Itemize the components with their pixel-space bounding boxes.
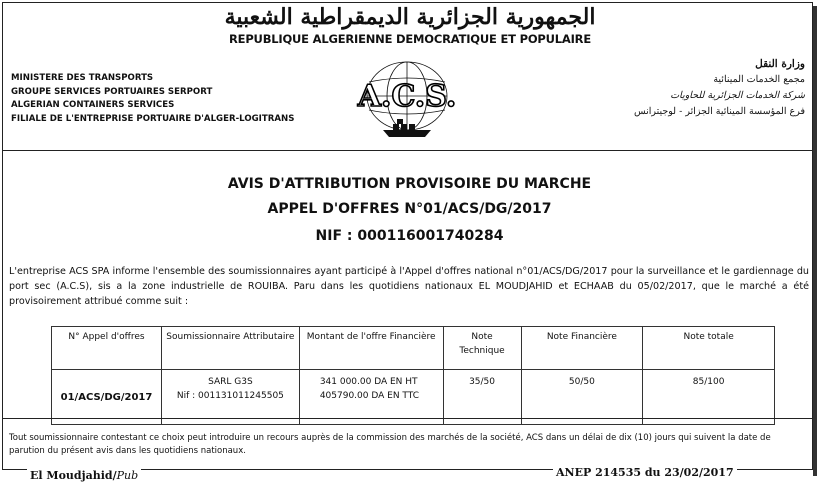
logo-text: A.C.S. bbox=[357, 79, 457, 114]
publisher-suffix: Pub bbox=[116, 469, 139, 482]
tender-number: APPEL D'OFFRES N°01/ACS/DG/2017 bbox=[267, 201, 552, 217]
cell-technical-score: 35/50 bbox=[443, 370, 521, 425]
acs-logo bbox=[345, 60, 469, 142]
cell-tender-ref: 01/ACS/DG/2017 bbox=[52, 370, 162, 425]
header-financial-score: Note Financière bbox=[521, 327, 643, 370]
ministry-line: MINISTERE DES TRANSPORTS bbox=[11, 73, 154, 83]
cell-financial-score: 50/50 bbox=[521, 370, 643, 425]
subsidiary-line-arabic: فرع المؤسسة المينائية الجزائر - لوجيترانس bbox=[634, 106, 805, 117]
company-line-arabic: شركة الخدمات الجزائرية للحاويات bbox=[670, 90, 805, 101]
award-table bbox=[51, 326, 775, 425]
company-line: ALGERIAN CONTAINERS SERVICES bbox=[11, 100, 175, 110]
header-bidder: Soumissionnaire Attributaire bbox=[161, 327, 299, 370]
french-republic-title: REPUBLIQUE ALGERIENNE DEMOCRATIQUE ET POPULAIRE bbox=[229, 32, 591, 46]
header-tender-ref: N° Appel d'offres bbox=[52, 327, 162, 370]
nif-number: NIF : 000116001740284 bbox=[315, 228, 504, 244]
table-divider bbox=[3, 418, 812, 419]
notice-title: AVIS D'ATTRIBUTION PROVISOIRE DU MARCHE bbox=[227, 176, 592, 192]
amount-ttc: 405790.00 DA EN TTC bbox=[319, 391, 420, 401]
ministry-block-french bbox=[11, 72, 351, 126]
cell-total-score: 85/100 bbox=[643, 370, 775, 425]
notice-body: L'entreprise ACS SPA informe l'ensemble des soumissionnaires ayant participé à l'Appel d'offres national n°01/ACS/DG/2017 pour la surveillance et le gardiennage du port sec (A.C.S), sis a la zone industrielle de ROUIBA. Paru dans les quotidiens nationaux EL MOUDJAHID et ECHAAB du 05/02/2017, que le marché a été provisoirement attribué comme suit : bbox=[9, 266, 809, 307]
ministry-line-arabic: وزارة النقل bbox=[755, 58, 805, 70]
header-technical-score: Note Technique bbox=[443, 327, 521, 370]
table-header-row bbox=[52, 327, 775, 370]
bidder-name: SARL G3S bbox=[208, 377, 253, 387]
appeal-notice: Tout soumissionnaire contestant ce choix peut introduire un recours auprès de la commission des marchés de la société, ACS dans un délai de dix (10) jours qui suivent la date de parution du présent avis dans les quotidiens nationaux. bbox=[9, 433, 771, 456]
publisher-credit bbox=[27, 469, 141, 482]
anep-reference: ANEP 214535 du 23/02/2017 bbox=[553, 466, 737, 479]
header-total-score: Note totale bbox=[643, 327, 775, 370]
table-row bbox=[52, 370, 775, 425]
cell-bidder bbox=[161, 370, 299, 425]
bidder-nif: Nif : 001131011245505 bbox=[176, 391, 284, 401]
cell-amount bbox=[299, 370, 443, 425]
header-divider bbox=[3, 150, 812, 151]
group-line-arabic: مجمع الخدمات المينائية bbox=[713, 74, 805, 85]
group-line: GROUPE SERVICES PORTUAIRES SERPORT bbox=[11, 86, 213, 97]
publisher-name: El Moudjahid/ bbox=[30, 469, 117, 482]
amount-ht: 341 000.00 DA EN HT bbox=[319, 377, 418, 387]
arabic-republic-title: الجمهورية الجزائرية الديمقراطية الشعبية bbox=[224, 4, 596, 30]
ministry-block-arabic bbox=[475, 56, 805, 120]
header-amount: Montant de l'offre Financière bbox=[299, 327, 443, 370]
subsidiary-line: FILIALE DE L'ENTREPRISE PORTUAIRE D'ALGER-LOGITRANS bbox=[11, 113, 295, 124]
